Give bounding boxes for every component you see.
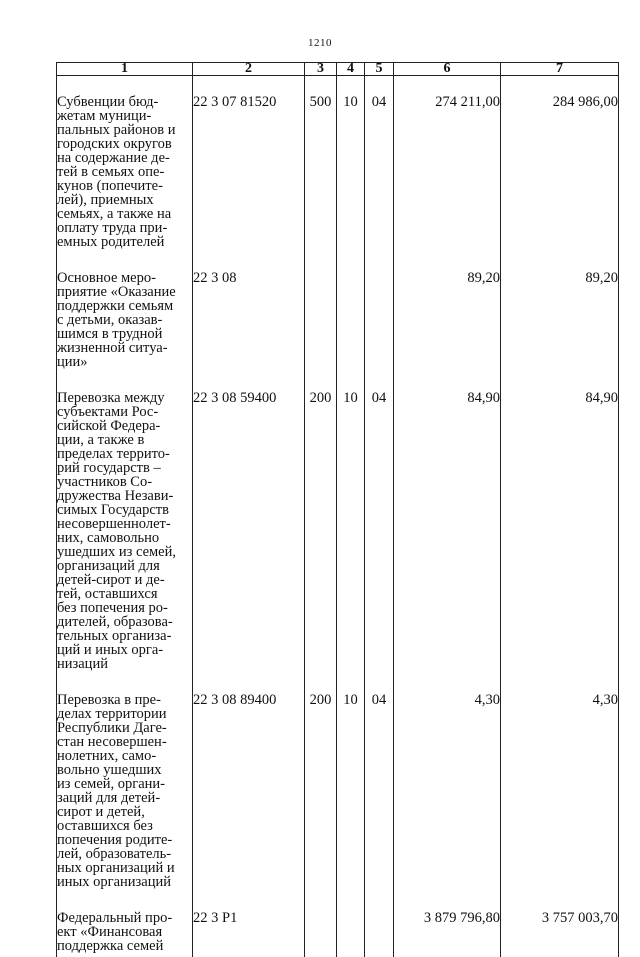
table-row [57,76,619,254]
expense-name-line: дружества Незави- [57,489,192,503]
expense-type-cell [305,253,337,373]
expense-name-line: сийской Федера- [57,419,192,433]
table-header-row [57,63,619,76]
expense-name-line: Перевозка в пре- [57,693,192,707]
table-row [57,893,619,957]
expense-name-line: тей в семьях опе- [57,165,192,179]
subsection-cell: 04 [365,675,394,893]
expense-name-line: низаций [57,657,192,671]
page-number: 1210 [0,37,640,49]
subsection-cell [365,253,394,373]
expense-name-line: них, самовольно [57,531,192,545]
expense-name-line: дителей, образова- [57,615,192,629]
expense-name-line: иных организаций [57,875,192,889]
expense-name-line: жетам муници- [57,109,192,123]
expense-name-line: вольно ушедших [57,763,192,777]
expense-name-line: ных организаций и [57,861,192,875]
expense-name-line: Федеральный про- [57,911,192,925]
table-row [57,675,619,893]
expense-name-line: ект «Финансовая [57,925,192,939]
expense-name-line: заций для детей- [57,791,192,805]
amount-year-1-cell: 3 879 796,80 [394,893,501,957]
expense-name-line: детей-сирот и де- [57,573,192,587]
expense-name-line: делах территории [57,707,192,721]
amount-year-1-cell: 4,30 [394,675,501,893]
expense-name-line: Основное меро- [57,271,192,285]
table-row [57,373,619,675]
expense-name-line: тей, оставшихся [57,587,192,601]
column-header: 4 [337,63,365,76]
expense-name-line: кунов (попечите- [57,179,192,193]
classification-code-cell: 22 3 07 81520 [193,76,305,254]
amount-year-1-cell: 89,20 [394,253,501,373]
expense-name-line: участников Со- [57,475,192,489]
classification-code-cell: 22 3 08 59400 [193,373,305,675]
expense-name-line: лей, образователь- [57,847,192,861]
amount-year-2-cell: 3 757 003,70 [501,893,619,957]
section-cell: 10 [337,675,365,893]
expense-name-cell [57,675,193,893]
expense-name-line: попечения родите- [57,833,192,847]
expense-name-line: жизненной ситуа- [57,341,192,355]
classification-code-cell: 22 3 P1 [193,893,305,957]
expense-type-cell: 200 [305,675,337,893]
expense-name-cell [57,373,193,675]
expense-name-line: рий государств – [57,461,192,475]
expense-name-line: оставшихся без [57,819,192,833]
expense-name-line: ции» [57,355,192,369]
expense-name-line: емных родителей [57,235,192,249]
expense-name-line: пределах террито- [57,447,192,461]
expense-name-line: симых Государств [57,503,192,517]
expense-name-line: тельных организа- [57,629,192,643]
expense-name-line: стан несовершен- [57,735,192,749]
expense-type-cell: 200 [305,373,337,675]
expense-name-line: оплату труда при- [57,221,192,235]
expense-name-line: семьях, а также на [57,207,192,221]
expense-name-line: сирот и детей, [57,805,192,819]
subsection-cell: 04 [365,373,394,675]
column-header: 1 [57,63,193,76]
expense-name-line: с детьми, оказав- [57,313,192,327]
expense-name-line: ции, а также в [57,433,192,447]
expense-name-line: шимся в трудной [57,327,192,341]
expense-name-line: Субвенции бюд- [57,95,192,109]
column-header: 5 [365,63,394,76]
expense-name-line: ций и иных орга- [57,643,192,657]
section-cell: 10 [337,373,365,675]
expense-name-line: приятие «Оказание [57,285,192,299]
subsection-cell: 04 [365,76,394,254]
amount-year-1-cell: 274 211,00 [394,76,501,254]
column-header: 3 [305,63,337,76]
expense-name-line: из семей, органи- [57,777,192,791]
expense-name-cell [57,893,193,957]
expense-name-cell [57,76,193,254]
budget-table [56,62,619,957]
section-cell: 10 [337,76,365,254]
classification-code-cell: 22 3 08 [193,253,305,373]
expense-name-line: на содержание де- [57,151,192,165]
table-row [57,253,619,373]
expense-name-line: поддержки семьям [57,299,192,313]
expense-name-line: нолетних, само- [57,749,192,763]
amount-year-1-cell: 84,90 [394,373,501,675]
subsection-cell [365,893,394,957]
expense-type-cell [305,893,337,957]
expense-type-cell: 500 [305,76,337,254]
column-header: 7 [501,63,619,76]
expense-name-line: субъектами Рос- [57,405,192,419]
expense-name-line: городских округов [57,137,192,151]
section-cell [337,893,365,957]
expense-name-line: организаций для [57,559,192,573]
expense-name-line: несовершеннолет- [57,517,192,531]
expense-name-line: лей), приемных [57,193,192,207]
expense-name-cell [57,253,193,373]
expense-name-line: пальных районов и [57,123,192,137]
expense-name-line: ушедших из семей, [57,545,192,559]
expense-name-line: поддержка семей [57,939,192,953]
expense-name-line: Республики Даге- [57,721,192,735]
amount-year-2-cell: 284 986,00 [501,76,619,254]
expense-name-line: Перевозка между [57,391,192,405]
expense-name-line: без попечения ро- [57,601,192,615]
table-body [57,76,619,957]
column-header: 6 [394,63,501,76]
column-header: 2 [193,63,305,76]
classification-code-cell: 22 3 08 89400 [193,675,305,893]
section-cell [337,253,365,373]
amount-year-2-cell: 4,30 [501,675,619,893]
amount-year-2-cell: 89,20 [501,253,619,373]
amount-year-2-cell: 84,90 [501,373,619,675]
